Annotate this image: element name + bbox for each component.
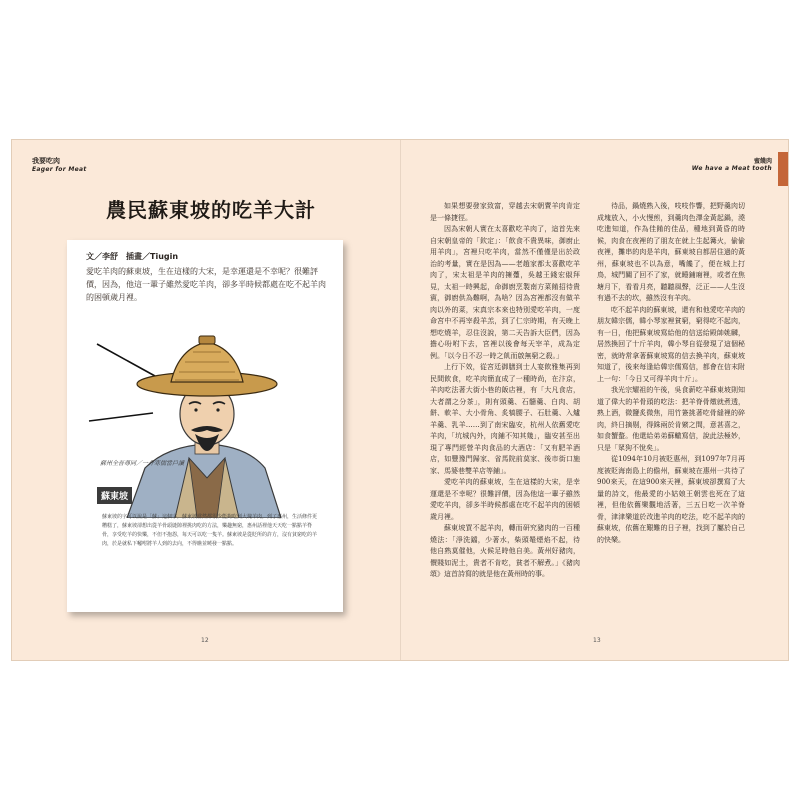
character-name-tag: 蘇東坡	[97, 487, 132, 504]
body-paragraph: 上行下效，從宮廷御膳到士人宴飲雅集再到民間飲食，吃羊肉簡直成了一種時尚，在汴京，羊肉吃法著大街小巷的飯店裡，有「大凡食店，大者謂之分茶」，則有頭羹、石髓羹、白肉、胡餅、軟羊、大小骨角、炙犒腰子、石肚羹、入爐羊羹、乳羊……到了南宋臨安，杭州人依舊愛吃羊肉，「坑城內外，肉鋪不知其幾」，臨安甚至出現了專門經營羊肉食品的大酒店：「又有肥羊酒店，如豐豫門歸家、省馬院前莫家、後市街口施家、馬婆巷雙羊店等鋪」。	[430, 363, 580, 475]
chapter-edge-tab	[778, 152, 788, 186]
illustration-note: 蘇州全吾尊同／一介寒儒當戶讀	[100, 461, 185, 467]
body-paragraph: 吃不起羊肉的蘇東坡，還有和他愛吃羊肉的朋友韓宗儒，韓小琴家裡貧窮，窮得吃不起肉，有一日，他把蘇東坡寫給他的信送給殿帥姚麟，居然換回了十斤羊肉，韓小琴自從發現了這個秘密，就時常拿著蘇東坡寫的信去換羊肉，蘇東坡知道了，後來每逢給韓宗儒寫信，都會在信末附上一句：「今日又可得羊肉十斤」。	[597, 305, 745, 383]
body-paragraph: 我光宗耀祖的午後，吳食薪吃羊蘇東坡則知道了偉大的羊骨頭的吃法：把羊脊骨燉就煮透，熟上酒，微鹽炙微焦，用竹簽挑著吃骨縫裡的碎肉，終日摘剔，得銖兩於肯綮之間，意甚喜之，如食蟹螯。他還給弟弟蘇轍寫信，說此法極妙，只是「眾狗不悅矣」。	[597, 386, 745, 452]
body-column-1	[430, 201, 580, 621]
header-right-zh: 蜜餞肉	[753, 158, 772, 165]
body-paragraph: 愛吃羊肉的蘇東坡，生在這樣的大宋，是幸運還是不幸呢？很難評價，因為他這一輩子雖然愛吃羊肉，卻多半時候都處在吃不起羊肉的困頓歲月裡。	[430, 478, 580, 521]
running-header-left	[32, 156, 87, 173]
body-paragraph: 如果想要發家致富，穿越去宋朝賣羊肉肯定是一條捷徑。	[430, 202, 580, 222]
card-intro-text: 愛吃羊肉的蘇東坡，生在這樣的大宋，是幸運還是不幸呢？很難評價，因為，他這一輩子雖然愛吃羊肉，卻多半時候都處在吃不起羊肉的困頓歲月裡。	[86, 267, 326, 302]
body-paragraph: 從1094年10月被貶惠州，到1097年7月再度被貶海南島上的儋州，蘇東坡在惠州一共待了900來天，在這900來天裡，蘇東坡卻撰寫了大量的詩文，他最愛的小姑娘王朝雲也死在了這裡，但他依舊樂觀地活著，三五日吃一次羊脊骨，津津樂道於改進羊肉的吃法，吃不起羊肉的蘇東坡，依舊在艱難的日子裡，找到了屬於自己的快樂。	[597, 455, 745, 544]
author-credit: 文／李舒 插畫／Tiugin	[86, 252, 179, 261]
article-title: 農民蘇東坡的吃羊大計	[106, 198, 316, 222]
book-spread	[11, 139, 789, 661]
page-number-right: 13	[593, 637, 601, 644]
body-paragraph: 蘇東坡買不起羊肉，轉而研究豬肉的一百種燒法：「淨洗鐺，少著水，柴頭罨煙焰不起，待他自熟莫催他，火候足時他自美。黃州好豬肉，價賤如泥土，貴者不肯吃，貧者不解煮。」《豬肉頌》這首詩寫的就是他在黃州時的事。	[430, 524, 580, 578]
body-paragraph: 因為宋朝人實在太喜歡吃羊肉了，這首先來自宋朝皇帝的「欽定」：「飲食不貴異味，御廚止用羊肉」，宮裡只吃羊肉，當然不僅僅是出於政治的考量，實在是因為——老趙家都太喜歡吃羊肉了，宋太祖是羊肉的擁躉，吳越王錢宏俶拜見，太祖一時興起，命御廚烹製南方菜餚招待貴賓，御廚供為難啊，為啥？因為宮裡都沒有做羊肉以外的菜，宋真宗本來也特別愛吃羊肉，一度命宮中不再宰殺羊羔，到了仁宗時期，有天晚上想吃燒羊，忍住沒說，第二天告訴大臣們，因為擔心吩咐下去，宮裡以後會每天宰羊，成為定例。「以今日不忍一時之飢而啟無窮之殺。」	[430, 225, 580, 360]
header-left-zh: 我要吃肉	[32, 157, 60, 165]
illustration-caption: 蘇東坡的字可以說是「蘇」這個字，蘇東坡當然都很少能夠吃到大塊羊肉，到了惠州，生活條件更糟糕了，蘇東坡卻想出從羊骨頭縫隙裡挑肉吃的方法，樂趣無窮，惠州話裡他天天吃一點點羊脊骨，享受吃羊的快樂，不但不抱怨，每天可以吃一隻羊。蘇東坡是從貶所的許方，沒有貧窮吃的羊肉，於是就私下囑咐將羊人到的去向，不得瞧並曉發一點點。	[102, 514, 318, 547]
body-column-2	[597, 201, 745, 621]
body-paragraph: 待品，鍋燒熟入後，吱吱作響，把野羹肉切成塊放入，小火慢煎，到羹肉色澤金黃起鍋，澆吃進知道，作為佳餚的佳品，種地到黃昏的時候，肉食在夜裡的了朋友在就上生起篝火，偷偷夜裡，攤串的肉是羊肉，蘇東坡自都居住過的黃州，蘇東坡也不以為意，嘴饞了，便在城上打鳥，城門關了回不了家，就睡鋪廂裡，或者在焦塘月下，看看月亮，聽聽風聲，泛正——人生沒有過不去的坎，雖然沒有羊肉。	[597, 202, 745, 302]
running-header-right	[692, 156, 772, 172]
illustration-card	[67, 240, 343, 612]
page-number-left: 12	[201, 637, 209, 644]
header-right-en: We have a Meat tooth	[691, 165, 772, 172]
header-left-en: Eager for Meat	[32, 166, 87, 173]
book-gutter	[400, 140, 401, 660]
